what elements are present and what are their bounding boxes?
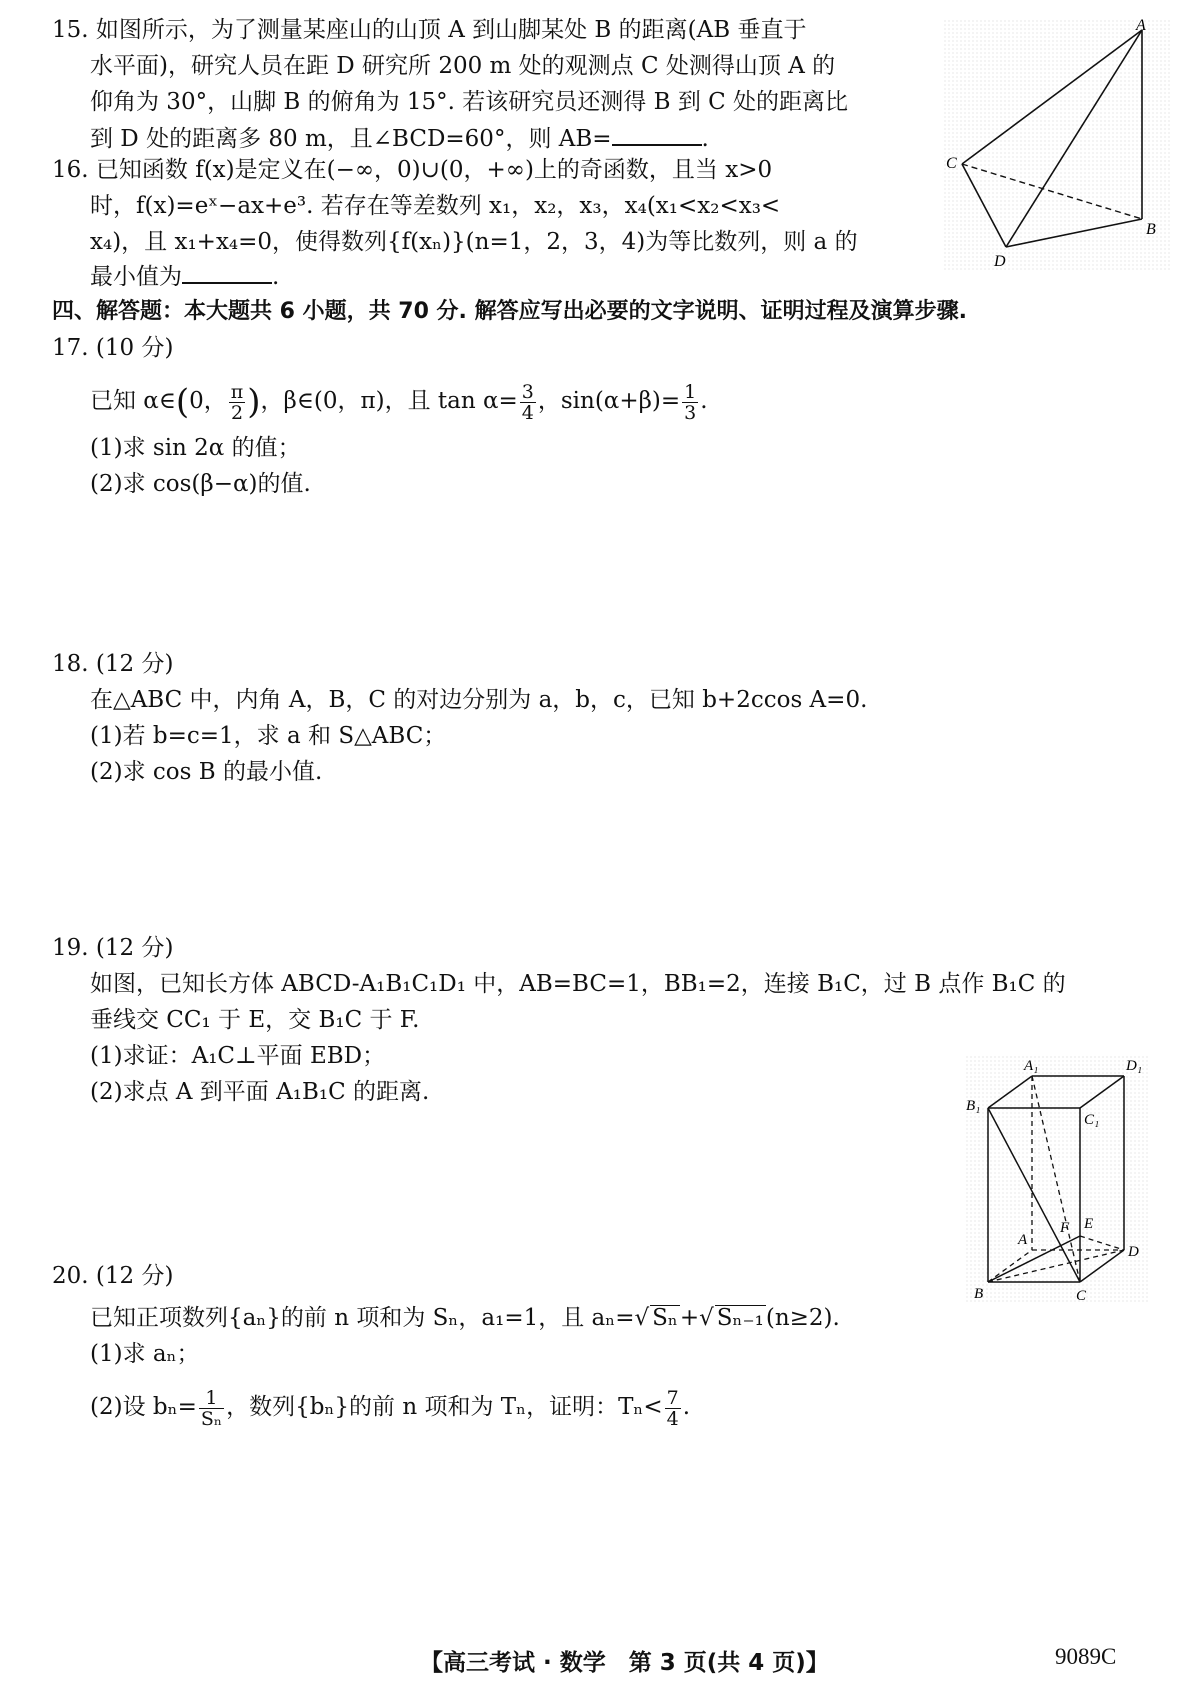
q18-stem: 在△ABC 中，内角 A，B，C 的对边分别为 a，b，c，已知 b+2ccos A=0.: [90, 687, 868, 713]
q17-part-2: (2)求 cos(β−α)的值.: [90, 471, 311, 497]
q15-answer-blank: [612, 122, 702, 146]
q17-part-1: (1)求 sin 2α 的值；: [90, 435, 301, 461]
q20-frac-1-over-sn: [199, 1388, 224, 1429]
figure-1-background: [942, 18, 1170, 270]
q20-p2-den: Sₙ: [200, 1407, 223, 1430]
q19-part-1: (1)求证：A₁C⊥平面 EBD；: [90, 1043, 386, 1069]
q15-line-4-text: 到 D 处的距离多 80 m，且∠BCD=60°，则 AB=: [90, 126, 612, 152]
q20-part-2: [90, 1384, 690, 1434]
page-footer: [0, 1644, 1200, 1676]
section-4-header: 四、解答题：本大题共 6 小题，共 70 分. 解答应写出必要的文字说明、证明过程及演算步骤.: [52, 299, 967, 324]
label-c: C: [946, 155, 957, 172]
label-c: C: [1076, 1288, 1087, 1304]
q17-frac-3-over-4: [520, 382, 536, 423]
q20-p2-b: ，数列{bₙ}的前 n 项和为 Tₙ，证明：Tₙ<: [226, 1394, 663, 1420]
mountain-figure: [940, 16, 1172, 274]
q17-paren-close: ): [247, 382, 261, 422]
q20-p2-den2: 4: [666, 1407, 679, 1430]
q17-two: 2: [230, 401, 244, 424]
q17-stem-a: 已知 α∈: [90, 388, 176, 414]
q17-stem-b: ，β∈(0，π)，且 tan α=: [260, 388, 518, 414]
q16-line-1: 16. 已知函数 f(x)是定义在(−∞，0)∪(0，+∞)上的奇函数，且当 x>0: [52, 157, 773, 183]
q15-line-4-end: .: [701, 126, 709, 152]
q15-line-3: 仰角为 30°，山脚 B 的俯角为 15°. 若该研究员还测得 B 到 C 处的距离比: [90, 89, 849, 115]
label-b1: B₁: [966, 1098, 981, 1114]
q20-stem-a: 已知正项数列{aₙ}的前 n 项和为 Sₙ，a₁=1，且 aₙ=: [90, 1305, 635, 1331]
q20-sqrt-sn-1: Sₙ₋₁: [716, 1305, 764, 1331]
q19-stem-2: 垂线交 CC₁ 于 E，交 B₁C 于 F.: [90, 1007, 420, 1033]
q20-p2-num: 1: [199, 1388, 224, 1409]
q17-pi: π: [230, 380, 244, 403]
q17-four: 4: [521, 401, 534, 424]
q20-p2-num2: 7: [666, 1386, 679, 1409]
q16-answer-blank: [182, 260, 272, 284]
label-a1: A₁: [1024, 1058, 1039, 1074]
q16-line-4-text: 最小值为: [90, 264, 182, 290]
label-c1: C₁: [1084, 1112, 1100, 1128]
q20-p2-end: .: [682, 1394, 691, 1420]
label-f: F: [1060, 1220, 1070, 1236]
q19-stem-1: 如图，已知长方体 ABCD-A₁B₁C₁D₁ 中，AB=BC=1，BB₁=2，连接 B₁C，过 B 点作 B₁C 的: [90, 971, 1066, 997]
q15-line-4: [90, 122, 709, 155]
label-d1: D₁: [1126, 1058, 1143, 1074]
label-a: A: [1136, 17, 1146, 34]
label-a: A: [1018, 1232, 1028, 1248]
q20-head: 20. (12 分): [52, 1263, 174, 1289]
q17-three: 3: [521, 380, 534, 403]
q20-stem: 已知正项数列{aₙ}的前 n 项和为 Sₙ，a₁=1，且 aₙ=√ Sₙ+√ Sₙ₋₁(n≥2).: [90, 1305, 840, 1331]
q15-line-2: 水平面)，研究人员在距 D 研究所 200 m 处的观测点 C 处测得山顶 A 的: [90, 53, 836, 79]
q18-head: 18. (12 分): [52, 651, 174, 677]
q17-zero: 0，: [189, 388, 227, 414]
label-d: D: [994, 253, 1006, 270]
q20-p2-a: (2)设 bₙ=: [90, 1394, 197, 1420]
q19-part-2: (2)求点 A 到平面 A₁B₁C 的距离.: [90, 1079, 430, 1105]
q16-line-4-end: .: [272, 264, 280, 290]
q18-part-1: (1)若 b=c=1，求 a 和 S△ABC；: [90, 723, 447, 749]
q17-paren-open: (: [175, 382, 190, 422]
q17-one: 1: [684, 380, 697, 403]
label-b: B: [1146, 221, 1156, 238]
q18-part-2: (2)求 cos B 的最小值.: [90, 759, 323, 785]
footer-page-info: 【高三考试 · 数学 第 3 页(共 4 页)】: [420, 1650, 829, 1676]
q20-sqrt-sn: Sₙ: [652, 1305, 678, 1331]
q17-stem-c: ，sin(α+β)=: [537, 388, 681, 414]
q17-stem-end: .: [700, 388, 708, 414]
cuboid-figure: [962, 1052, 1152, 1304]
figure-2-background: [964, 1054, 1150, 1302]
q17-frac-1-over-3: [682, 382, 698, 423]
q19-head: 19. (12 分): [52, 935, 174, 961]
q17-head: 17. (10 分): [52, 335, 174, 361]
label-e: E: [1084, 1216, 1094, 1232]
q20-stem-b: (n≥2).: [765, 1305, 840, 1331]
q17-three-b: 3: [684, 401, 697, 424]
footer-code: 9089C: [1055, 1644, 1117, 1669]
q20-part-1: (1)求 aₙ；: [90, 1341, 200, 1367]
q17-stem: [90, 378, 708, 428]
q16-line-3: x₄)，且 x₁+x₄=0，使得数列{f(xₙ)}(n=1，2，3，4)为等比数列，则 a 的: [90, 229, 858, 255]
label-b: B: [974, 1286, 984, 1302]
q16-line-4: [90, 260, 279, 293]
q20-frac-7-over-4: [665, 1388, 681, 1429]
q20-plus: +: [679, 1305, 700, 1331]
q16-line-2: 时，f(x)=eˣ−ax+e³. 若存在等差数列 x₁，x₂，x₃，x₄(x₁<x₂<x₃<: [90, 193, 781, 219]
q17-frac-pi-over-2: [229, 382, 246, 423]
label-d: D: [1128, 1244, 1139, 1260]
q15-line-1: 15. 如图所示，为了测量某座山的山顶 A 到山脚某处 B 的距离(AB 垂直于: [52, 17, 807, 43]
